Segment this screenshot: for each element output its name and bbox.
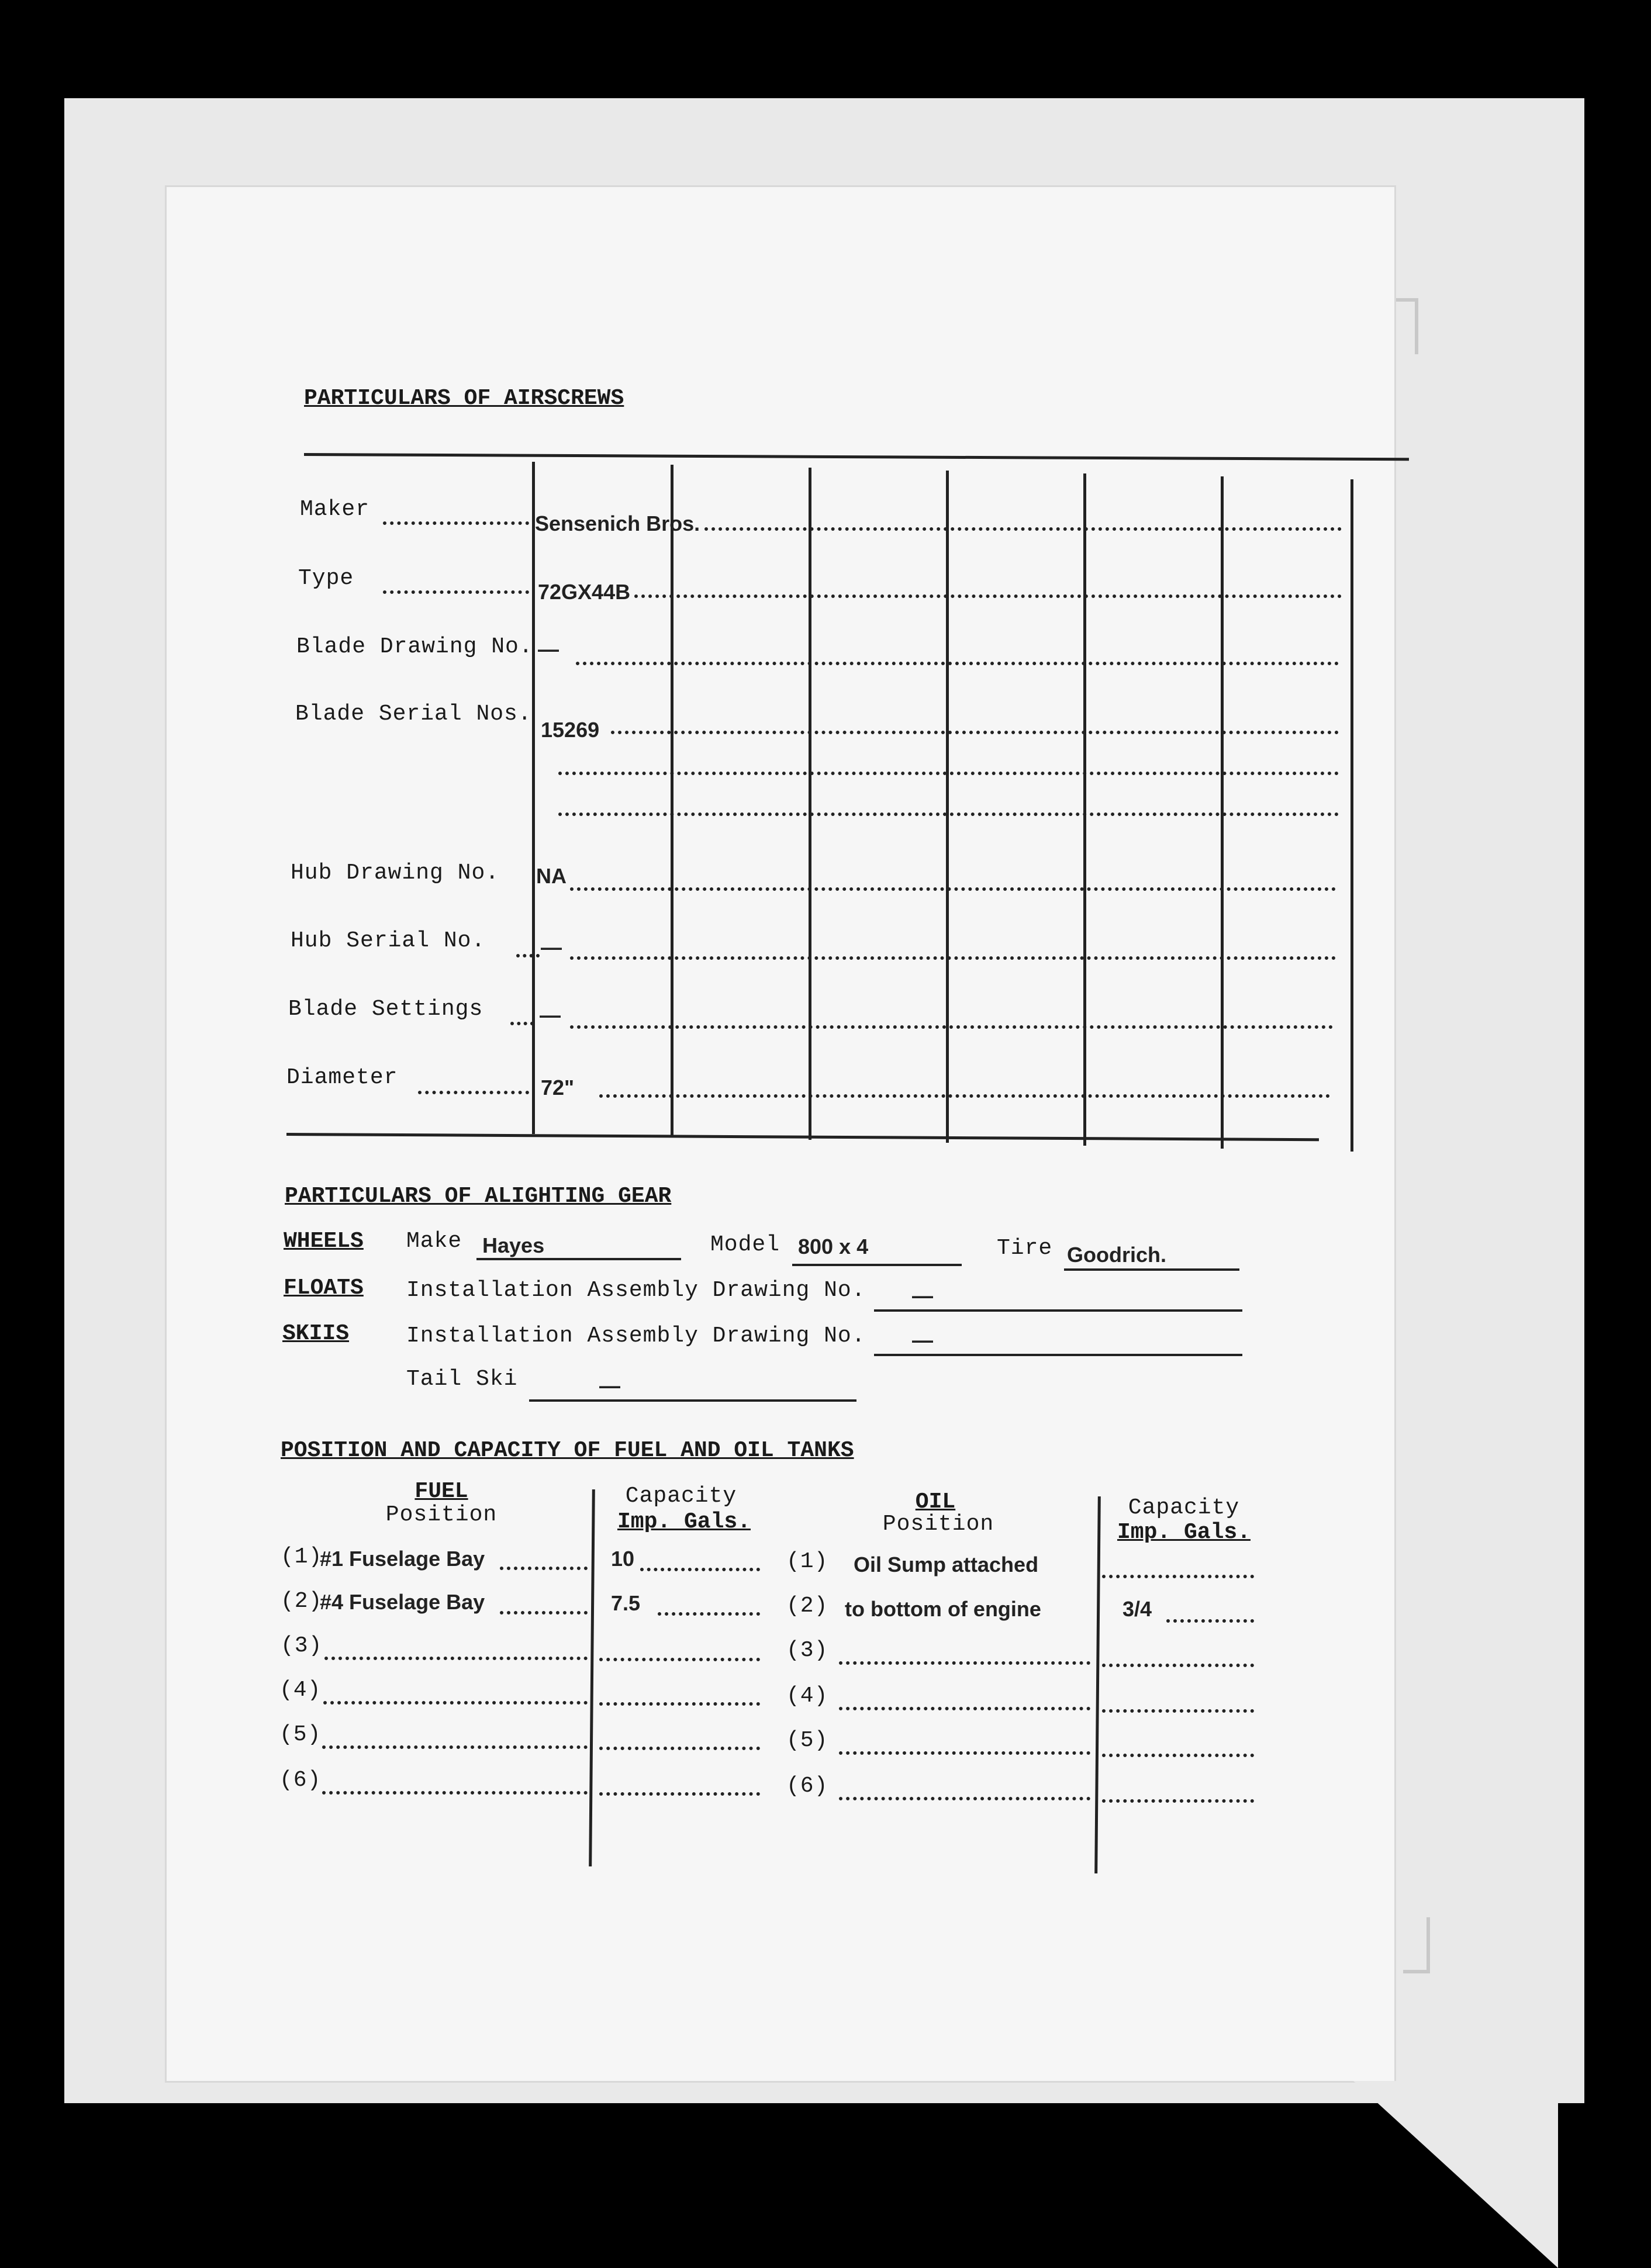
fuel-row-position: #4 Fuselage Bay <box>320 1590 485 1614</box>
entry-dots <box>570 887 1336 891</box>
form-sheet <box>167 187 1394 2081</box>
tire-underline <box>1064 1268 1239 1271</box>
leader-dots <box>516 954 540 957</box>
make-underline <box>476 1258 681 1260</box>
fuel-row-capacity: 7.5 <box>611 1591 641 1615</box>
type-label: Type <box>298 566 354 591</box>
entry-dots <box>1102 1709 1254 1713</box>
fuel-row-capacity: 10 <box>611 1547 635 1571</box>
oil-column-title: OIL <box>915 1489 956 1515</box>
tire-value: Goodrich. <box>1067 1243 1166 1267</box>
folded-corner <box>1353 2081 1558 2268</box>
diameter-value: 72" <box>541 1076 575 1100</box>
table-col-divider <box>671 465 673 1137</box>
oil-divider <box>1094 1496 1101 1873</box>
hub-drawing-value: NA <box>536 864 567 888</box>
floats-drawing-value: — <box>912 1284 933 1308</box>
entry-dots <box>558 813 1339 816</box>
table-top-rule <box>304 453 1409 461</box>
oil-position-header: Position <box>882 1512 994 1537</box>
oil-capacity-header: Capacity <box>1128 1495 1240 1520</box>
entry-dots <box>599 1094 1330 1098</box>
model-underline <box>792 1264 962 1266</box>
entry-dots <box>1102 1664 1254 1667</box>
oil-row-num: (6) <box>786 1773 828 1799</box>
entry-dots <box>570 1025 1333 1029</box>
fuel-column-title: FUEL <box>415 1479 468 1504</box>
hub-serial-label: Hub Serial No. <box>291 928 486 953</box>
oil-row-num: (2) <box>786 1593 828 1619</box>
fuel-capacity-units: Imp. Gals. <box>617 1509 751 1534</box>
tail-ski-label: Tail Ski <box>406 1367 518 1392</box>
blade-serial-value: 15269 <box>541 718 600 742</box>
entry-dots <box>704 527 1342 531</box>
entry-dots <box>1102 1799 1254 1803</box>
fuel-divider <box>589 1489 595 1866</box>
maker-label: Maker <box>300 497 370 522</box>
entry-dots <box>839 1751 1090 1755</box>
entry-dots <box>658 1612 760 1616</box>
entry-dots <box>839 1707 1090 1710</box>
table-bottom-rule <box>286 1133 1319 1141</box>
blade-settings-value: — <box>540 1003 561 1027</box>
leader-dots <box>500 1567 588 1570</box>
table-col-divider <box>946 471 949 1143</box>
blade-serial-label: Blade Serial Nos. <box>295 701 532 727</box>
frame-corner-mark <box>1403 1917 1430 1973</box>
entry-dots <box>599 1702 760 1706</box>
leader-dots <box>383 521 529 525</box>
table-col-divider <box>809 468 811 1140</box>
tanks-heading: POSITION AND CAPACITY OF FUEL AND OIL TANKS <box>281 1438 854 1463</box>
table-col-divider <box>532 462 535 1134</box>
leader-dots <box>418 1091 529 1094</box>
fuel-row-num: (2) <box>281 1589 323 1614</box>
oil-row-num: (4) <box>786 1683 828 1709</box>
oil-row-num: (3) <box>786 1638 828 1663</box>
blade-settings-label: Blade Settings <box>288 997 483 1022</box>
oil-row-num: (1) <box>786 1549 828 1574</box>
entry-dots <box>576 662 1339 665</box>
leader-dots <box>383 590 529 594</box>
floats-label: FLOATS <box>284 1275 364 1301</box>
fuel-row-num: (4) <box>279 1678 322 1703</box>
entry-dots <box>322 1745 588 1749</box>
skis-underline <box>874 1354 1242 1356</box>
fuel-capacity-header: Capacity <box>625 1484 737 1509</box>
table-col-divider <box>1350 479 1353 1152</box>
oil-row-num: (5) <box>786 1728 828 1753</box>
diameter-label: Diameter <box>286 1065 398 1090</box>
fuel-row-num: (1) <box>281 1544 323 1569</box>
entry-dots <box>599 1658 760 1661</box>
entry-dots <box>611 731 1339 734</box>
blade-drawing-label: Blade Drawing No. <box>296 634 533 659</box>
frame-corner-mark <box>1391 298 1418 354</box>
entry-dots <box>599 1792 760 1796</box>
entry-dots <box>322 1791 588 1795</box>
oil-row-position: to bottom of engine <box>845 1597 1041 1621</box>
fuel-row-num: (3) <box>281 1633 323 1658</box>
entry-dots <box>1102 1575 1254 1578</box>
skis-drawing-value: — <box>912 1328 933 1352</box>
hub-drawing-label: Hub Drawing No. <box>291 860 500 886</box>
leader-dots <box>500 1611 588 1614</box>
tire-label: Tire <box>997 1236 1053 1261</box>
tail-ski-underline <box>529 1399 856 1402</box>
tail-ski-value: — <box>599 1374 620 1398</box>
oil-capacity-units: Imp. Gals. <box>1117 1520 1251 1545</box>
floats-underline <box>874 1309 1242 1312</box>
entry-dots <box>323 1701 588 1705</box>
make-value: Hayes <box>482 1233 545 1257</box>
fuel-row-num: (6) <box>279 1768 322 1793</box>
entry-dots <box>839 1797 1090 1800</box>
oil-row-position: Oil Sump attached <box>854 1553 1039 1576</box>
entry-dots <box>558 772 1339 775</box>
floats-drawing-text: Installation Assembly Drawing No. <box>406 1278 866 1303</box>
table-col-divider <box>1083 473 1086 1146</box>
maker-value: Sensenich Bros. <box>535 511 700 535</box>
make-label: Make <box>406 1229 462 1254</box>
oil-row-capacity: 3/4 <box>1122 1597 1152 1621</box>
model-value: 800 x 4 <box>798 1235 869 1259</box>
entry-dots <box>1102 1754 1254 1757</box>
entry-dots <box>634 594 1342 598</box>
blade-drawing-value: — <box>538 637 559 661</box>
skis-label: SKIIS <box>282 1321 350 1346</box>
entry-dots <box>599 1747 760 1750</box>
entry-dots <box>640 1568 760 1571</box>
entry-dots <box>1166 1619 1254 1623</box>
entry-dots <box>324 1657 588 1660</box>
alighting-gear-heading: PARTICULARS OF ALIGHTING GEAR <box>285 1184 672 1209</box>
skis-drawing-text: Installation Assembly Drawing No. <box>406 1323 866 1349</box>
fuel-row-position: #1 Fuselage Bay <box>320 1547 485 1571</box>
hub-serial-value: — <box>541 935 562 959</box>
leader-dots <box>510 1022 534 1025</box>
wheels-label: WHEELS <box>284 1229 364 1254</box>
fuel-position-header: Position <box>385 1502 498 1527</box>
entry-dots <box>839 1661 1090 1665</box>
airscrews-heading: PARTICULARS OF AIRSCREWS <box>304 386 624 411</box>
type-value: 72GX44B <box>538 580 631 604</box>
model-label: Model <box>710 1232 780 1257</box>
entry-dots <box>570 956 1336 960</box>
fuel-row-num: (5) <box>279 1722 322 1747</box>
